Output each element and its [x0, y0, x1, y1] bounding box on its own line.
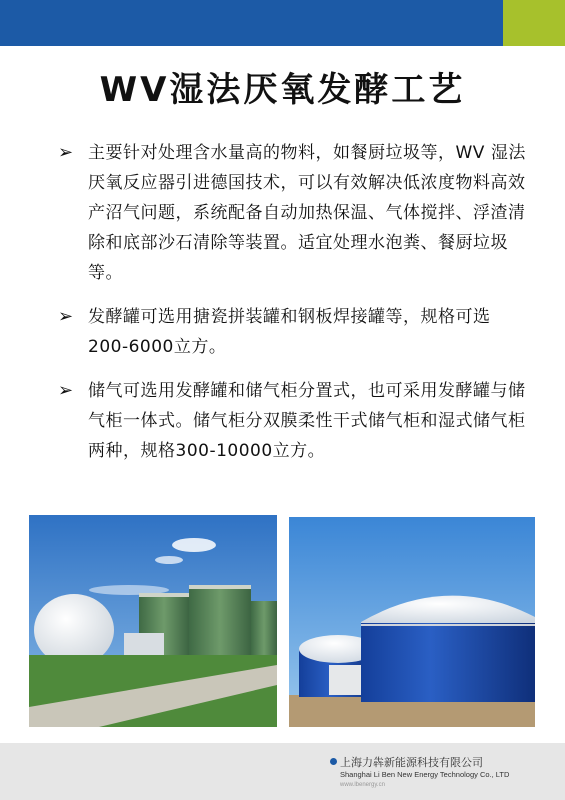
page-title: WV湿法厌氧发酵工艺 [99, 70, 466, 110]
company-name-cn: 上海力犇新能源科技有限公司 [340, 756, 483, 769]
bullet-list [58, 138, 528, 480]
company-name-en: Shanghai Li Ben New Energy Technology Co., LTD [340, 770, 510, 779]
bullet-text: 主要针对处理含水量高的物料，如餐厨垃圾等，WV 湿法厌氧反应器引进德国技术，可以有效解决低浓度物料高效产沼气问题，系统配备自动加热保温、气体搅拌、浮渣清除和底部沙石清除等装置。适宜处理水泡粪、餐厨垃圾等。 [88, 143, 526, 283]
top-banner-blue [0, 0, 503, 46]
bullet-text: 储气可选用发酵罐和储气柜分置式，也可采用发酵罐与储气柜一体式。储气柜分双膜柔性干式储气柜和湿式储气柜两种，规格300-10000立方。 [88, 381, 526, 461]
bullet-text: 发酵罐可选用搪瓷拼装罐和钢板焊接罐等，规格可选200-6000立方。 [88, 307, 491, 357]
digester-tanks-photo [29, 515, 277, 727]
arrow-bullet-icon: ➢ [58, 142, 74, 163]
company-url: www.lbenergy.cn [340, 782, 385, 788]
bullet-item [58, 138, 528, 288]
bullet-item [58, 376, 528, 466]
digester-tanks-illustration [29, 515, 277, 727]
gas-holder-tanks-photo [289, 517, 535, 727]
top-banner [0, 0, 565, 46]
arrow-bullet-icon: ➢ [58, 380, 74, 401]
gas-holder-tanks-illustration [289, 517, 535, 727]
top-banner-green [503, 0, 565, 46]
bullet-item [58, 302, 528, 362]
arrow-bullet-icon: ➢ [58, 306, 74, 327]
company-logo-icon [330, 758, 337, 765]
